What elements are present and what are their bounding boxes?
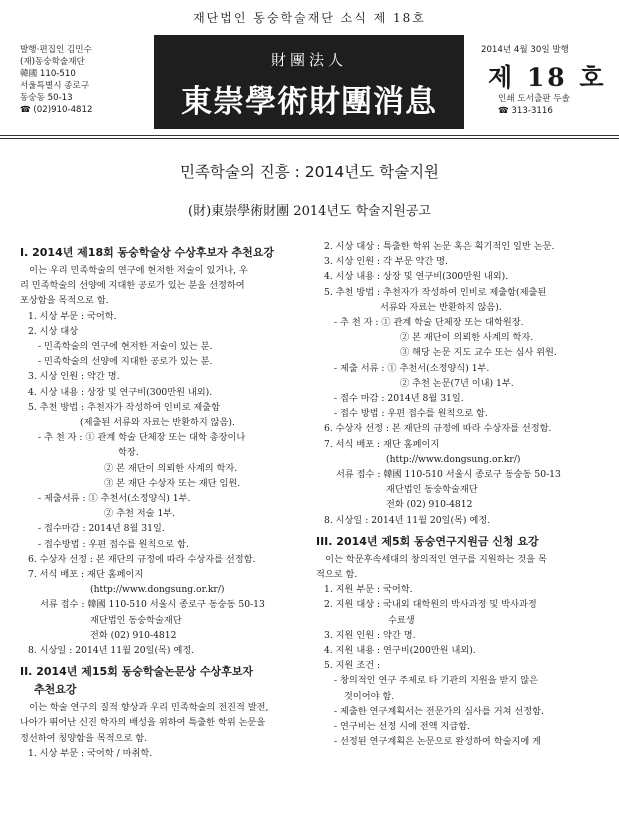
publisher-line: 발행·편집인 김민수 — [20, 45, 92, 55]
text-line: (제출된 서류와 자료는 반환하지 않음). — [80, 417, 235, 429]
text-line: 6. 수상자 선정 : 본 재단의 규정에 따라 수상자를 선정함. — [28, 553, 256, 565]
text-line: 2. 시상 대상 — [28, 325, 79, 337]
text-line: 서류 접수 : 韓國 110-510 서울시 종로구 동숭동 50-13 — [40, 599, 265, 611]
publisher-line: 동숭동 50-13 — [20, 93, 73, 103]
text-line: 전화 (02) 910-4812 — [90, 629, 177, 641]
text-line: 5. 추천 방법 : 추천자가 작성하여 인비로 제출함(제출된 — [324, 286, 547, 298]
section-heading: 추천요강 — [34, 683, 77, 697]
publisher-line: 韓國 110-510 — [20, 69, 76, 79]
left-column — [20, 239, 312, 761]
text-line: 3. 시상 인원 : 약간 명. — [28, 371, 120, 383]
text-line: 1. 시상 부문 : 국어학 / 마취학. — [28, 747, 153, 759]
text-line: 이는 우리 민족학술의 연구에 현저한 저술이 있거나, 우 — [20, 265, 248, 276]
header-rule — [0, 135, 619, 136]
text-line: 6. 수상자 선정 : 본 재단의 규정에 따라 수상자를 선정함. — [324, 423, 552, 435]
text-line: - 민족학술의 연구에 현저한 저술이 있는 분. — [38, 341, 213, 353]
text-line: 학장. — [118, 447, 139, 459]
text-line: - 추 천 자 : ① 관계 학술 단체장 또는 대학원장. — [334, 317, 524, 329]
text-line: ③ 본 재단 수상자 또는 재단 임원. — [104, 477, 241, 489]
article-title: 민족학술의 진흥 : 2014년도 학술지원 — [179, 163, 440, 181]
printer-line: 인쇄 도서출판 두솔 — [498, 94, 570, 104]
text-line: - 추 천 자 : ① 관계 학술 단체장 또는 대학 총장이나 — [38, 432, 246, 444]
text-line: 서류 접수 : 韓國 110-510 서울시 종로구 동숭동 50-13 — [336, 469, 561, 481]
issue-date: 2014년 4월 30일 발행 — [481, 45, 569, 55]
text-line: 이는 학문후속세대의 창의적인 연구를 지원하는 것을 목 — [316, 553, 547, 565]
text-line: 7. 서식 배포 : 재단 홈페이지 — [324, 438, 440, 450]
text-line: 4. 시상 내용 : 상장 및 연구비(300만원 내외). — [324, 271, 509, 283]
text-line: 8. 시상일 : 2014년 11월 20일(목) 예정. — [28, 645, 195, 657]
newsletter-topline: 재단법인 동숭학술재단 소식 제 18호 — [193, 11, 426, 25]
text-line: ② 본 재단이 의뢰한 사계의 학자. — [104, 462, 238, 474]
text-line: 1. 지원 부문 : 국어학. — [324, 584, 413, 596]
text-line: 3. 시상 인원 : 각 부문 약간 명. — [324, 256, 448, 268]
printer-info — [498, 93, 570, 117]
text-line: 4. 시상 내용 : 상장 및 연구비(300만원 내외). — [28, 386, 213, 398]
text-line: (http://www.dongsung.or.kr/) — [90, 584, 225, 596]
publisher-line: ☎ (02)910-4812 — [20, 105, 93, 115]
text-line: 나아가 뛰어난 신진 학자의 배성을 위하여 특출한 학위 논문을 — [20, 717, 266, 729]
section-heading: II. 2014년 제15회 동숭학술논문상 수상후보자 — [20, 665, 253, 679]
masthead-banner — [154, 35, 464, 129]
text-line: ② 추천 저술 1부. — [104, 508, 176, 520]
text-line: 재단법인 동숭학술재단 — [90, 614, 182, 626]
text-line: - 창의적인 연구 주제로 타 기관의 지원을 받지 않은 — [334, 675, 538, 687]
text-line: - 연구비는 선정 시에 전액 지급함. — [334, 721, 471, 733]
text-line: 5. 지원 조건 : — [324, 660, 381, 672]
text-line: 7. 서식 배포 : 재단 홈페이지 — [28, 569, 144, 581]
text-line: - 접수 마감 : 2014년 8월 31일. — [334, 393, 464, 405]
right-column — [316, 239, 608, 750]
text-line: - 접수마감 : 2014년 8월 31일. — [38, 523, 165, 535]
text-line: 1. 시상 부문 : 국어학. — [28, 310, 117, 322]
text-line: 것이어야 함. — [344, 690, 395, 702]
text-line: ② 본 재단이 의뢰한 사계의 학자. — [400, 332, 534, 344]
text-line: (http://www.dongsung.or.kr/) — [386, 453, 521, 465]
text-line: - 제출서류 : ① 추천서(소정양식) 1부. — [38, 493, 191, 505]
text-line: 적으로 함. — [316, 569, 358, 581]
text-line: 전화 (02) 910-4812 — [386, 499, 473, 511]
text-line: - 제출 서류 : ① 추천서(소정양식) 1부. — [334, 362, 490, 374]
text-line: 2. 시상 대상 : 특출한 학위 논문 혹은 획기적인 일반 논문. — [324, 241, 555, 252]
printer-line: ☎ 313-3116 — [498, 106, 553, 116]
masthead-subtitle: 財團法人 — [270, 51, 347, 69]
text-line: 리 민족학술의 선양에 지대한 공로가 있는 분을 선정하여 — [20, 280, 245, 292]
text-line: - 민족학술의 선양에 지대한 공로가 있는 분. — [38, 356, 213, 368]
text-line: - 접수 방법 : 우편 접수를 원칙으로 함. — [334, 408, 488, 420]
text-line: - 제출한 연구계획서는 전문가의 심사를 거쳐 선정함. — [334, 705, 544, 717]
text-line: 4. 지원 내용 : 연구비(200만원 내외). — [324, 645, 476, 657]
text-line: - 선정된 연구계획은 논문으로 완성하여 학술지에 게 — [334, 736, 542, 748]
text-line: 포상함을 목적으로 함. — [20, 295, 109, 307]
section-heading: I. 2014년 제18회 동숭학술상 수상후보자 추천요강 — [20, 246, 274, 259]
text-line: 서류와 자료는 반환하지 않음). — [380, 301, 502, 313]
text-line: 2. 지원 대상 : 국내외 대학원의 박사과정 및 박사과정 — [324, 599, 537, 611]
text-line: 8. 시상일 : 2014년 11월 20일(목) 예정. — [324, 514, 491, 526]
masthead-title: 東崇學術財團消息 — [181, 84, 437, 120]
text-line: 이는 학술 연구의 질적 향상과 우리 민족학술의 전진적 발전, — [20, 702, 269, 714]
publisher-info — [20, 44, 92, 116]
text-line: ② 추천 논문(7년 이내) 1부. — [400, 377, 514, 389]
text-line: 재단법인 동숭학술재단 — [386, 484, 478, 496]
text-line: 3. 지원 인원 : 약간 명. — [324, 629, 416, 641]
text-line: 수료생 — [388, 614, 415, 626]
publisher-line: 서울특별시 종로구 — [20, 81, 90, 91]
publisher-line: (재)동숭학술재단 — [20, 57, 85, 67]
text-line: - 접수방법 : 우편 접수를 원칙으로 함. — [38, 538, 189, 550]
text-line: ③ 해당 논문 지도 교수 또는 심사 위원. — [400, 347, 557, 359]
article-subtitle: (財)東崇學術財團 2014년도 학술지원공고 — [188, 204, 431, 219]
text-line: 정선하여 칭양함을 목적으로 함. — [20, 732, 148, 744]
issue-number: 제 18 호 — [488, 63, 607, 92]
section-heading: III. 2014년 제5회 동숭연구지원금 신청 요강 — [316, 534, 539, 548]
header-rule — [0, 138, 619, 139]
text-line: 5. 추천 방법 : 추천자가 작성하여 인비로 제출함 — [28, 401, 221, 413]
